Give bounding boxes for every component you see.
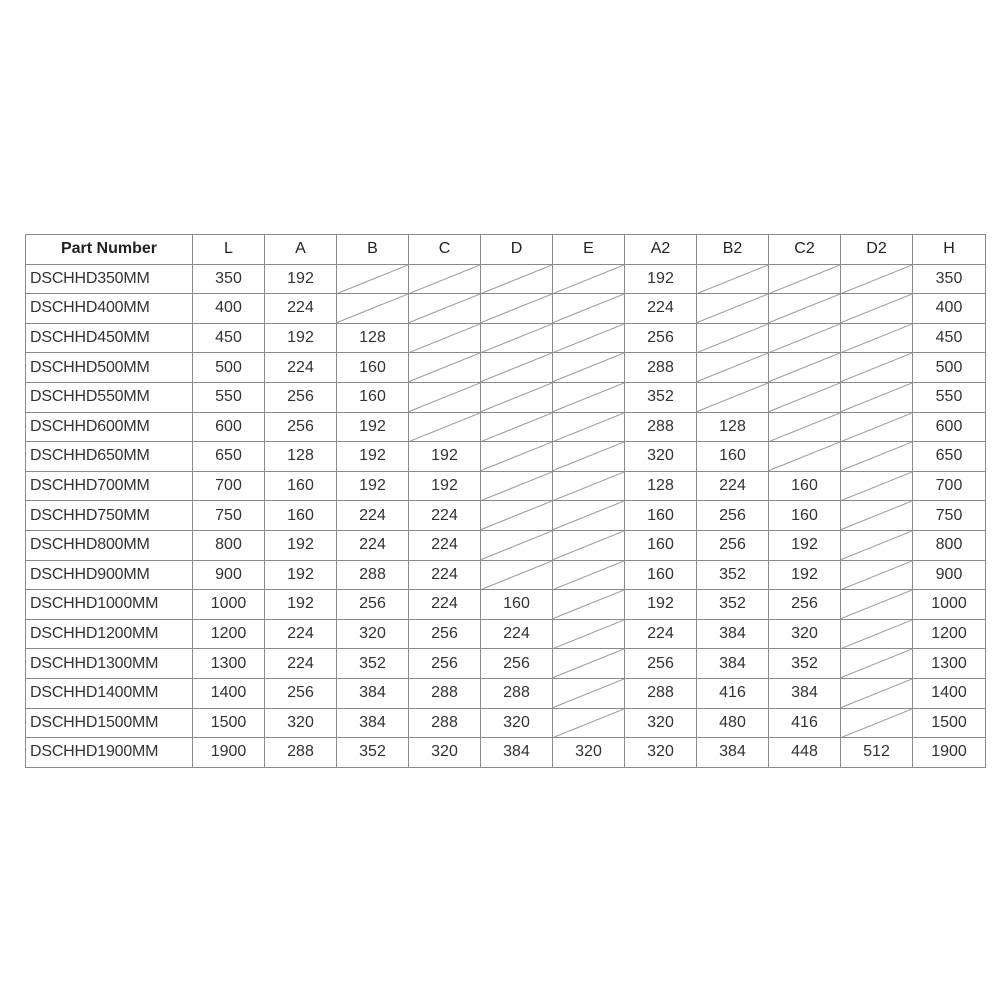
empty-cell-slash: [553, 530, 625, 560]
empty-cell-slash: [841, 353, 913, 383]
empty-cell-slash: [841, 590, 913, 620]
table-row: [26, 471, 986, 501]
value-cell-d: 320: [481, 708, 553, 738]
value-cell-a2: 352: [625, 382, 697, 412]
value-cell-a2: 160: [625, 501, 697, 531]
value-cell-a: 256: [265, 382, 337, 412]
value-cell-l: 1000: [193, 590, 265, 620]
empty-cell-slash: [553, 619, 625, 649]
part-number-cell: DSCHHD1200MM: [26, 619, 193, 649]
value-cell-b: 224: [337, 530, 409, 560]
column-header-b: B: [337, 235, 409, 265]
empty-cell-slash: [481, 323, 553, 353]
value-cell-a2: 192: [625, 264, 697, 294]
empty-cell-slash: [481, 264, 553, 294]
value-cell-b2: 256: [697, 501, 769, 531]
value-cell-h: 400: [913, 294, 986, 324]
part-number-cell: DSCHHD1300MM: [26, 649, 193, 679]
column-header-b2: B2: [697, 235, 769, 265]
table-row: [26, 294, 986, 324]
value-cell-l: 400: [193, 294, 265, 324]
value-cell-e: 320: [553, 738, 625, 768]
empty-cell-slash: [481, 530, 553, 560]
column-header-part-number: Part Number: [26, 235, 193, 265]
part-number-cell: DSCHHD1400MM: [26, 678, 193, 708]
empty-cell-slash: [553, 590, 625, 620]
value-cell-b: 192: [337, 471, 409, 501]
empty-cell-slash: [553, 471, 625, 501]
table-body: [26, 264, 986, 767]
empty-cell-slash: [841, 442, 913, 472]
empty-cell-slash: [769, 412, 841, 442]
value-cell-h: 350: [913, 264, 986, 294]
value-cell-a2: 320: [625, 442, 697, 472]
value-cell-h: 700: [913, 471, 986, 501]
empty-cell-slash: [553, 294, 625, 324]
value-cell-l: 900: [193, 560, 265, 590]
column-header-a2: A2: [625, 235, 697, 265]
table-row: [26, 560, 986, 590]
part-number-cell: DSCHHD500MM: [26, 353, 193, 383]
empty-cell-slash: [553, 264, 625, 294]
empty-cell-slash: [409, 323, 481, 353]
empty-cell-slash: [841, 560, 913, 590]
value-cell-h: 900: [913, 560, 986, 590]
table-row: [26, 619, 986, 649]
value-cell-h: 600: [913, 412, 986, 442]
value-cell-a: 256: [265, 678, 337, 708]
empty-cell-slash: [409, 382, 481, 412]
value-cell-a2: 192: [625, 590, 697, 620]
part-number-cell: DSCHHD450MM: [26, 323, 193, 353]
part-number-cell: DSCHHD900MM: [26, 560, 193, 590]
value-cell-b2: 416: [697, 678, 769, 708]
table-row: [26, 590, 986, 620]
empty-cell-slash: [841, 382, 913, 412]
empty-cell-slash: [553, 323, 625, 353]
value-cell-b: 288: [337, 560, 409, 590]
value-cell-a2: 320: [625, 708, 697, 738]
value-cell-a: 192: [265, 323, 337, 353]
value-cell-l: 750: [193, 501, 265, 531]
value-cell-a: 224: [265, 619, 337, 649]
value-cell-c2: 256: [769, 590, 841, 620]
empty-cell-slash: [409, 264, 481, 294]
value-cell-a2: 224: [625, 619, 697, 649]
empty-cell-slash: [769, 442, 841, 472]
value-cell-a: 160: [265, 501, 337, 531]
value-cell-a2: 160: [625, 530, 697, 560]
value-cell-l: 1900: [193, 738, 265, 768]
empty-cell-slash: [841, 294, 913, 324]
value-cell-a2: 288: [625, 412, 697, 442]
value-cell-b2: 128: [697, 412, 769, 442]
empty-cell-slash: [553, 560, 625, 590]
empty-cell-slash: [481, 382, 553, 412]
empty-cell-slash: [553, 649, 625, 679]
value-cell-d2: 512: [841, 738, 913, 768]
table-row: [26, 530, 986, 560]
empty-cell-slash: [409, 294, 481, 324]
part-number-cell: DSCHHD550MM: [26, 382, 193, 412]
empty-cell-slash: [697, 264, 769, 294]
value-cell-b: 224: [337, 501, 409, 531]
table-row: [26, 353, 986, 383]
part-number-cell: DSCHHD700MM: [26, 471, 193, 501]
value-cell-a: 192: [265, 264, 337, 294]
value-cell-c2: 384: [769, 678, 841, 708]
empty-cell-slash: [769, 294, 841, 324]
empty-cell-slash: [553, 382, 625, 412]
value-cell-c2: 320: [769, 619, 841, 649]
empty-cell-slash: [553, 353, 625, 383]
value-cell-c: 256: [409, 649, 481, 679]
value-cell-h: 1200: [913, 619, 986, 649]
value-cell-d: 256: [481, 649, 553, 679]
value-cell-h: 800: [913, 530, 986, 560]
value-cell-b: 160: [337, 382, 409, 412]
part-number-cell: DSCHHD600MM: [26, 412, 193, 442]
value-cell-l: 700: [193, 471, 265, 501]
table-row: [26, 323, 986, 353]
value-cell-l: 1200: [193, 619, 265, 649]
part-number-cell: DSCHHD350MM: [26, 264, 193, 294]
value-cell-b2: 224: [697, 471, 769, 501]
empty-cell-slash: [697, 294, 769, 324]
value-cell-h: 1300: [913, 649, 986, 679]
value-cell-c: 224: [409, 501, 481, 531]
empty-cell-slash: [841, 264, 913, 294]
column-header-c: C: [409, 235, 481, 265]
value-cell-a2: 288: [625, 353, 697, 383]
empty-cell-slash: [553, 708, 625, 738]
value-cell-b2: 352: [697, 590, 769, 620]
value-cell-c2: 352: [769, 649, 841, 679]
value-cell-h: 450: [913, 323, 986, 353]
value-cell-h: 650: [913, 442, 986, 472]
part-number-cell: DSCHHD1900MM: [26, 738, 193, 768]
table-row: [26, 649, 986, 679]
value-cell-l: 1500: [193, 708, 265, 738]
value-cell-a: 192: [265, 530, 337, 560]
value-cell-h: 1900: [913, 738, 986, 768]
column-header-c2: C2: [769, 235, 841, 265]
part-number-cell: DSCHHD1000MM: [26, 590, 193, 620]
value-cell-a: 160: [265, 471, 337, 501]
value-cell-a: 192: [265, 560, 337, 590]
value-cell-a2: 256: [625, 649, 697, 679]
value-cell-c: 192: [409, 442, 481, 472]
value-cell-b: 192: [337, 442, 409, 472]
value-cell-l: 600: [193, 412, 265, 442]
value-cell-b2: 352: [697, 560, 769, 590]
value-cell-c: 192: [409, 471, 481, 501]
empty-cell-slash: [481, 353, 553, 383]
value-cell-a2: 160: [625, 560, 697, 590]
value-cell-h: 550: [913, 382, 986, 412]
table-row: [26, 678, 986, 708]
part-number-cell: DSCHHD400MM: [26, 294, 193, 324]
value-cell-c: 320: [409, 738, 481, 768]
value-cell-a: 192: [265, 590, 337, 620]
value-cell-a2: 320: [625, 738, 697, 768]
value-cell-d: 224: [481, 619, 553, 649]
value-cell-c2: 192: [769, 530, 841, 560]
empty-cell-slash: [337, 264, 409, 294]
value-cell-b2: 480: [697, 708, 769, 738]
table-row: [26, 442, 986, 472]
column-header-h: H: [913, 235, 986, 265]
value-cell-h: 1500: [913, 708, 986, 738]
value-cell-b: 384: [337, 708, 409, 738]
value-cell-c2: 416: [769, 708, 841, 738]
value-cell-c: 224: [409, 590, 481, 620]
value-cell-c2: 448: [769, 738, 841, 768]
table-row: [26, 412, 986, 442]
value-cell-b: 128: [337, 323, 409, 353]
value-cell-c: 224: [409, 560, 481, 590]
table-row: [26, 264, 986, 294]
table-row: [26, 501, 986, 531]
empty-cell-slash: [841, 323, 913, 353]
value-cell-c2: 160: [769, 471, 841, 501]
value-cell-c: 288: [409, 678, 481, 708]
value-cell-b: 192: [337, 412, 409, 442]
value-cell-b2: 256: [697, 530, 769, 560]
column-header-a: A: [265, 235, 337, 265]
value-cell-h: 500: [913, 353, 986, 383]
empty-cell-slash: [841, 619, 913, 649]
part-number-cell: DSCHHD1500MM: [26, 708, 193, 738]
value-cell-b2: 160: [697, 442, 769, 472]
value-cell-c: 256: [409, 619, 481, 649]
value-cell-a: 224: [265, 649, 337, 679]
value-cell-a: 224: [265, 353, 337, 383]
part-number-cell: DSCHHD650MM: [26, 442, 193, 472]
part-number-cell: DSCHHD750MM: [26, 501, 193, 531]
empty-cell-slash: [481, 294, 553, 324]
empty-cell-slash: [841, 501, 913, 531]
value-cell-b2: 384: [697, 619, 769, 649]
value-cell-b: 256: [337, 590, 409, 620]
value-cell-b: 160: [337, 353, 409, 383]
empty-cell-slash: [481, 501, 553, 531]
empty-cell-slash: [481, 442, 553, 472]
empty-cell-slash: [769, 264, 841, 294]
table-row: [26, 708, 986, 738]
empty-cell-slash: [769, 382, 841, 412]
empty-cell-slash: [841, 708, 913, 738]
column-header-l: L: [193, 235, 265, 265]
column-header-d2: D2: [841, 235, 913, 265]
value-cell-a2: 256: [625, 323, 697, 353]
value-cell-a2: 224: [625, 294, 697, 324]
value-cell-h: 1000: [913, 590, 986, 620]
empty-cell-slash: [409, 353, 481, 383]
empty-cell-slash: [553, 501, 625, 531]
empty-cell-slash: [841, 649, 913, 679]
empty-cell-slash: [769, 353, 841, 383]
value-cell-a: 128: [265, 442, 337, 472]
value-cell-h: 750: [913, 501, 986, 531]
value-cell-b: 384: [337, 678, 409, 708]
part-number-cell: DSCHHD800MM: [26, 530, 193, 560]
empty-cell-slash: [553, 442, 625, 472]
value-cell-a2: 128: [625, 471, 697, 501]
empty-cell-slash: [409, 412, 481, 442]
empty-cell-slash: [841, 678, 913, 708]
value-cell-d: 384: [481, 738, 553, 768]
empty-cell-slash: [481, 412, 553, 442]
value-cell-b2: 384: [697, 738, 769, 768]
value-cell-l: 1400: [193, 678, 265, 708]
empty-cell-slash: [337, 294, 409, 324]
table-row: [26, 738, 986, 768]
table-row: [26, 382, 986, 412]
empty-cell-slash: [481, 471, 553, 501]
value-cell-c2: 192: [769, 560, 841, 590]
value-cell-b: 320: [337, 619, 409, 649]
value-cell-a: 320: [265, 708, 337, 738]
value-cell-l: 800: [193, 530, 265, 560]
empty-cell-slash: [841, 412, 913, 442]
empty-cell-slash: [697, 382, 769, 412]
value-cell-l: 350: [193, 264, 265, 294]
empty-cell-slash: [841, 530, 913, 560]
value-cell-c: 224: [409, 530, 481, 560]
dimension-table: [25, 234, 986, 768]
value-cell-a: 256: [265, 412, 337, 442]
value-cell-l: 550: [193, 382, 265, 412]
value-cell-c2: 160: [769, 501, 841, 531]
value-cell-l: 500: [193, 353, 265, 383]
value-cell-a2: 288: [625, 678, 697, 708]
value-cell-a: 288: [265, 738, 337, 768]
value-cell-b: 352: [337, 649, 409, 679]
empty-cell-slash: [697, 353, 769, 383]
empty-cell-slash: [841, 471, 913, 501]
value-cell-b2: 384: [697, 649, 769, 679]
value-cell-c: 288: [409, 708, 481, 738]
empty-cell-slash: [553, 678, 625, 708]
value-cell-b: 352: [337, 738, 409, 768]
value-cell-d: 160: [481, 590, 553, 620]
header-row: [26, 235, 986, 265]
empty-cell-slash: [553, 412, 625, 442]
value-cell-l: 1300: [193, 649, 265, 679]
column-header-e: E: [553, 235, 625, 265]
value-cell-l: 450: [193, 323, 265, 353]
empty-cell-slash: [697, 323, 769, 353]
empty-cell-slash: [769, 323, 841, 353]
value-cell-h: 1400: [913, 678, 986, 708]
column-header-d: D: [481, 235, 553, 265]
value-cell-a: 224: [265, 294, 337, 324]
empty-cell-slash: [481, 560, 553, 590]
value-cell-l: 650: [193, 442, 265, 472]
value-cell-d: 288: [481, 678, 553, 708]
